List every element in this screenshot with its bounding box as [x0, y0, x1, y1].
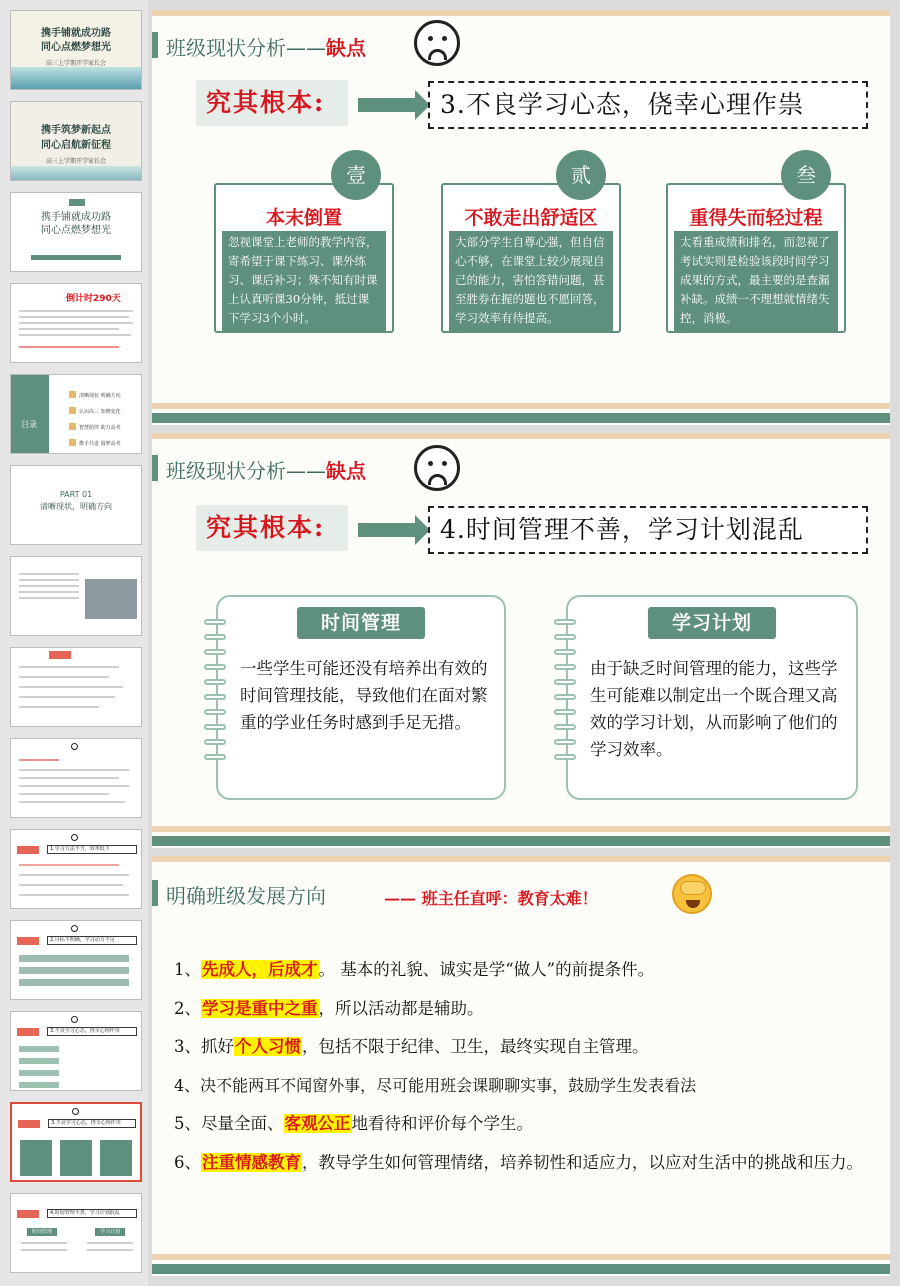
thumb-root-box: 3.不良学习心态，侥幸心理作祟 [48, 1119, 136, 1128]
sad-face-icon [71, 743, 78, 750]
root-cause-label: 究其根本: [196, 505, 348, 551]
thumb-subtitle: 高三上学期开学家长会 [45, 60, 106, 67]
card-body: 太看重成绩和排名，而忽视了考试实则是检验该段时间学习成果的方式，最主要的是查漏补缺。成绩一不理想就情绪失控，消极。 [674, 231, 838, 331]
toc-item: 携手共进 圆梦高考 [79, 441, 121, 447]
thumb-row [19, 1046, 59, 1052]
slide-analysis-3[interactable] [152, 10, 890, 425]
thumb-root-box: 4.时间管理不善，学习计划混乱 [47, 1209, 137, 1218]
slide-title: 班级现状分析——缺点 [166, 36, 366, 60]
list-item: 4、决不能两耳不闻窗外事，尽可能用班会课聊聊实事，鼓励学生发表看法 [174, 1075, 697, 1095]
sad-face-icon [71, 834, 78, 841]
arrow-icon [358, 98, 416, 112]
cause-card-1 [214, 183, 394, 333]
card-body: 大部分学生自尊心强，但自信心不够，在课堂上较少展现自己的能力，害怕答错问题，甚至胜券在握的题也不愿回答，学习效率有待提高。 [449, 231, 613, 331]
slide-thumb-14[interactable] [10, 1193, 142, 1273]
root-cause-label: 究其根本: [196, 80, 348, 126]
thumb-title: 清晰现状，明确方向 [40, 502, 112, 511]
panel-header: 时间管理 [297, 607, 425, 639]
thumb-row [19, 1058, 59, 1064]
toc-item: 智慧陪伴 助力高考 [79, 425, 121, 431]
panel-study-plan [566, 595, 858, 800]
thumb-red-tag [49, 651, 71, 659]
slide-title: 班级现状分析——缺点 [166, 459, 366, 483]
thumb-card [100, 1140, 132, 1176]
thumb-red-tag [17, 846, 39, 854]
card-title: 本末倒置 [265, 207, 342, 229]
thumb-text-line [19, 597, 79, 599]
thumb-subtitle: 高三上学期开学家长会 [45, 158, 106, 165]
toc-chip [69, 423, 76, 430]
panel-header: 学习计划 [648, 607, 776, 639]
card-number-badge: 壹 [331, 150, 381, 200]
thumb-green-row [19, 967, 129, 974]
direction-list [174, 951, 876, 1182]
slide-thumb-7[interactable] [10, 556, 142, 636]
sad-face-icon [414, 20, 460, 66]
toc-item: 认识高三 知晓变化 [79, 409, 121, 415]
thumb-text-line [19, 316, 129, 318]
thumb-panel-head: 学习计划 [95, 1228, 125, 1236]
root-cause-box: 4.时间管理不善，学习计划混乱 [428, 506, 868, 554]
card-number-badge: 贰 [556, 150, 606, 200]
thumb-text-line [21, 1242, 67, 1244]
thumb-red-tag [17, 1028, 39, 1036]
slide-thumbnail-panel [0, 0, 148, 1286]
sad-face-icon [71, 925, 78, 932]
thumb-card [60, 1140, 92, 1176]
thumb-bar [31, 255, 121, 260]
slide-title: 明确班级发展方向 [166, 884, 326, 908]
thumb-root-box: 3.不良学习心态，侥幸心理作祟 [47, 1027, 137, 1036]
thumb-text-line [19, 322, 133, 324]
slide-thumb-8[interactable] [10, 647, 142, 727]
thumb-text-line [19, 334, 131, 336]
slide-thumb-3[interactable] [10, 192, 142, 272]
thumb-text-line [19, 785, 129, 787]
list-item: 1、先成人，后成才。 基本的礼貌、诚实是学“做人”的前提条件。 [174, 960, 655, 979]
thumb-row [19, 1070, 59, 1076]
slide-thumb-12[interactable] [10, 1011, 142, 1091]
thumb-text-line [19, 328, 119, 330]
thumb-root-box: 1.学习方法不当，效率低下 [47, 845, 137, 854]
thumb-root-box: 2.目标不明确，学习动力不足 [47, 936, 137, 945]
bottom-bar [152, 836, 890, 846]
thumb-text-line [19, 706, 99, 708]
bottom-bar [152, 403, 890, 409]
thumb-title: 同心点燃梦想光 [41, 225, 111, 236]
thumb-text-line [19, 769, 129, 771]
card-number-badge: 叁 [781, 150, 831, 200]
thumb-text-line [21, 1249, 67, 1251]
slide-thumb-10[interactable] [10, 829, 142, 909]
bottom-bar [152, 1254, 890, 1260]
graduation-cap-icon [69, 199, 85, 206]
slogan-text: —— 班主任直呼：教育太难！ [384, 889, 598, 908]
thumb-text-line [19, 884, 123, 886]
arrow-icon [358, 523, 416, 537]
thumb-toc-label: 目录 [21, 420, 37, 429]
thumb-text-line [87, 1249, 133, 1251]
toc-chip [69, 439, 76, 446]
title-accent [152, 880, 158, 906]
list-item: 5、尽量全面、客观公正地看待和评价每个学生。 [174, 1114, 533, 1133]
list-item: 6、注重情感教育，教导学生如何管理情绪，培养韧性和适应力，以应对生活中的挑战和压力。 [174, 1152, 863, 1172]
thumb-text-line [19, 676, 109, 678]
bottom-bar [152, 1264, 890, 1274]
thumb-text-line [19, 686, 123, 688]
thumb-text-line [19, 310, 133, 312]
facepalm-emoji-icon [672, 874, 712, 914]
thumb-row [19, 1082, 59, 1088]
list-item: 2、学习是重中之重，所以活动都是辅助。 [174, 998, 484, 1018]
thumb-text-line [19, 696, 115, 698]
toc-chip [69, 391, 76, 398]
thumb-text-line [19, 666, 119, 668]
slide-thumb-11[interactable] [10, 920, 142, 1000]
thumb-text-line [19, 585, 79, 587]
thumb-card [20, 1140, 52, 1176]
thumb-text-line [19, 346, 119, 348]
thumb-text-line [19, 579, 79, 581]
toc-chip [69, 407, 76, 414]
wave-decoration [11, 166, 141, 180]
slide-thumb-6[interactable] [10, 465, 142, 545]
thumb-text-line [19, 894, 129, 896]
slide-analysis-4[interactable] [152, 433, 890, 848]
thumb-title: 同心启航新征程 [41, 140, 111, 151]
thumb-part: PART 01 [59, 490, 93, 499]
slide-thumb-9[interactable] [10, 738, 142, 818]
sad-face-icon [71, 1016, 78, 1023]
thumb-red-tag [17, 937, 39, 945]
thumb-text-line [19, 591, 79, 593]
sad-face-icon [72, 1108, 79, 1115]
thumb-text-line [19, 777, 119, 779]
thumb-text-line [19, 759, 59, 761]
slide-thumb-13-selected[interactable] [10, 1102, 142, 1182]
thumb-green-row [19, 955, 129, 962]
thumb-red-tag [17, 1210, 39, 1218]
slide-thumb-2[interactable] [10, 101, 142, 181]
binder-rings-icon [204, 619, 228, 769]
thumb-text-line [19, 801, 125, 803]
top-bar [152, 10, 890, 16]
thumb-text-line [19, 864, 119, 866]
slide-thumb-5[interactable] [10, 374, 142, 454]
thumb-text-line [19, 793, 109, 795]
panel-time-management [216, 595, 506, 800]
root-cause-box: 3.不良学习心态，侥幸心理作祟 [428, 81, 868, 129]
slide-class-direction[interactable] [152, 856, 890, 1276]
title-accent [152, 455, 158, 481]
card-title: 重得失而轻过程 [689, 207, 823, 229]
thumb-photo [85, 579, 137, 619]
bottom-bar [152, 826, 890, 832]
top-bar [152, 433, 890, 439]
thumb-text-line [19, 573, 79, 575]
thumb-title: 同心点燃梦想光 [41, 42, 111, 53]
top-bar [152, 856, 890, 862]
thumb-text-line [19, 874, 129, 876]
list-item: 3、抓好个人习惯，包括不限于纪律、卫生，最终实现自主管理。 [174, 1037, 649, 1056]
sad-face-icon [414, 445, 460, 491]
panel-body: 一些学生可能还没有培养出有效的时间管理技能，导致他们在面对繁重的学业任务时感到手足无措。 [240, 659, 488, 732]
thumb-green-row [19, 979, 129, 986]
thumb-panel-head: 时间管理 [27, 1228, 57, 1236]
card-body: 忽视课堂上老师的教学内容，寄希望于课下练习、课外练习、课后补习；殊不知有时课上认真听课30分钟，抵过课下学习3个小时。 [222, 231, 386, 331]
slide-thumb-1[interactable] [10, 10, 142, 90]
card-title: 不敢走出舒适区 [464, 207, 598, 229]
thumb-title: 携手铺就成功路 [41, 28, 111, 39]
thumb-text-line [87, 1242, 133, 1244]
thumb-green-block [11, 375, 49, 454]
binder-rings-icon [554, 619, 578, 769]
title-accent [152, 32, 158, 58]
panel-body: 由于缺乏时间管理的能力，这些学生可能难以制定出一个既合理又高效的学习计划，从而影响了他们的学习效率。 [590, 659, 838, 759]
bottom-bar [152, 413, 890, 423]
thumb-countdown: 倒计时290天 [66, 294, 121, 304]
slide-thumb-4[interactable] [10, 283, 142, 363]
thumb-title: 携手筑梦新起点 [41, 125, 111, 136]
thumb-red-tag [18, 1120, 40, 1128]
toc-item: 清晰现状 明确方向 [79, 393, 121, 399]
thumb-title: 携手铺就成功路 [41, 212, 111, 223]
cause-card-2 [441, 183, 621, 333]
cause-card-3 [666, 183, 846, 333]
wave-decoration [11, 67, 141, 89]
